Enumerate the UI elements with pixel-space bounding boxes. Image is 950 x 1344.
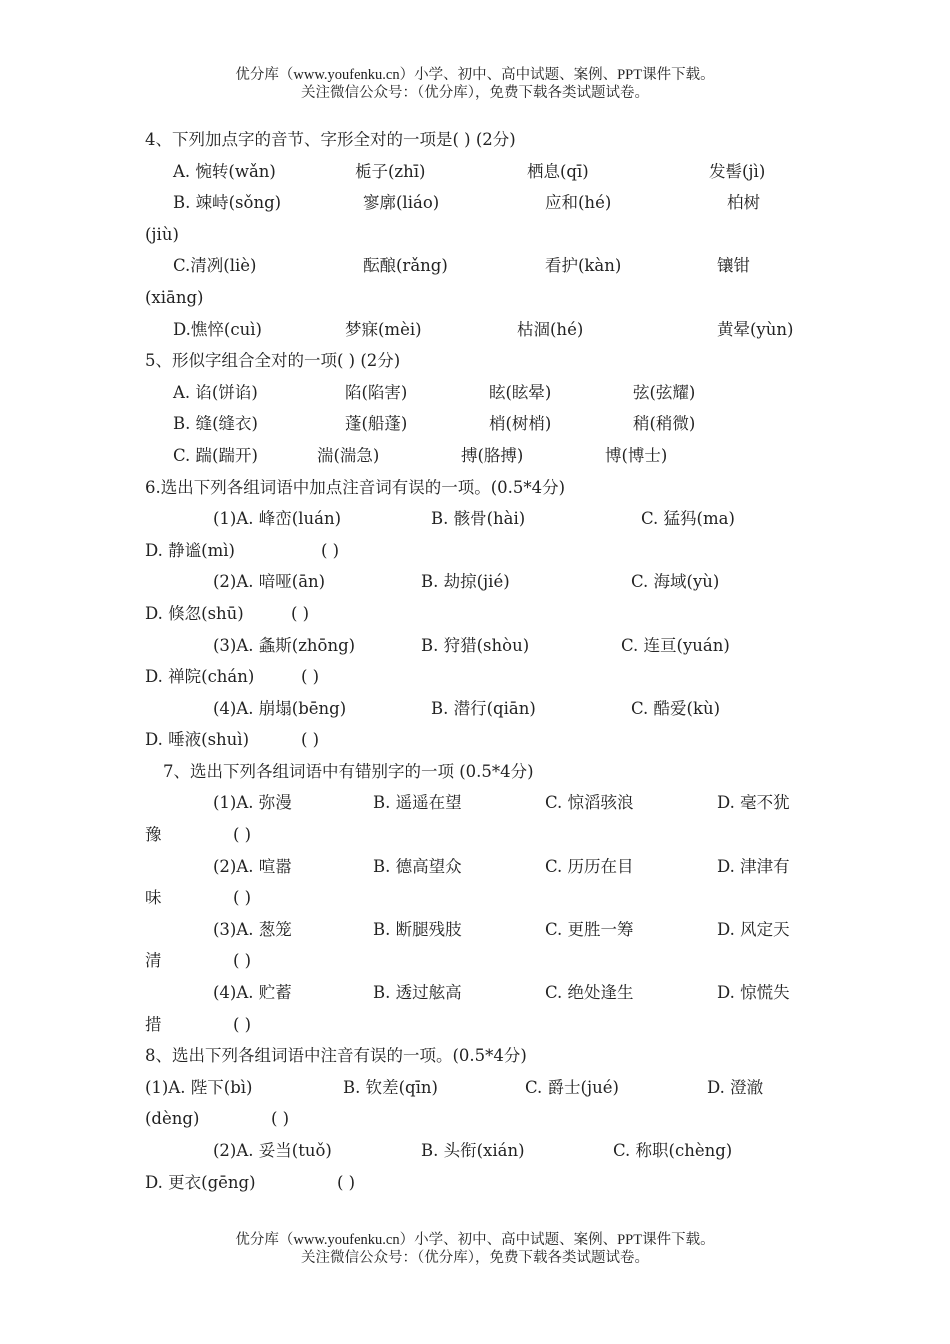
option-text: C. 惊滔骇浪 [545, 793, 634, 813]
option-text: C. 更胜一筹 [545, 919, 634, 939]
q8-item-2-wrap [145, 1167, 825, 1199]
option-text: C. 爵士(jué) [525, 1077, 619, 1097]
q6-item-1 [145, 503, 825, 535]
option-text: B. 骸骨(hài) [431, 509, 526, 529]
header-line-1: 优分库（www.youfenku.cn）小学、初中、高中试题、案例、PPT课件下载。 [235, 67, 715, 83]
option-text: (1)A. 陛下(bì) [145, 1077, 253, 1097]
q6-item-4 [145, 693, 825, 725]
q5-option-c [145, 440, 825, 472]
option-text: 寥廓(liáo) [363, 193, 440, 213]
option-text: 博(博士) [605, 445, 668, 465]
option-text: 栖息(qī) [527, 161, 589, 181]
option-text: B. 缝(缝衣) [173, 414, 258, 434]
option-text: 应和(hé) [545, 193, 612, 213]
option-text: B. 遥遥在望 [373, 793, 462, 813]
option-text: C. 绝处逢生 [545, 983, 634, 1003]
q5-option-a [145, 377, 825, 409]
answer-blank: ( ) [233, 1014, 252, 1034]
option-text: (3)A. 螽斯(zhōng) [213, 635, 356, 655]
option-text: 蓬(船蓬) [345, 414, 408, 434]
option-text: 稍(稍微) [633, 414, 696, 434]
option-text: B. 钦差(qīn) [343, 1077, 438, 1097]
option-text: A. 惋转(wǎn) [173, 161, 276, 181]
q6-item-4-wrap [145, 724, 825, 756]
option-text: 柏树 [727, 193, 760, 213]
q6-item-3 [145, 630, 825, 662]
option-text: (dèng) [145, 1109, 200, 1129]
option-text: B. 头衔(xián) [421, 1141, 525, 1160]
option-text: (3)A. 葱笼 [213, 919, 292, 939]
option-text: C. 酷爱(kù) [631, 698, 721, 718]
q7-item-1-wrap [145, 819, 825, 851]
option-text: D. 毫不犹 [717, 793, 790, 813]
option-text: C. 称职(chèng) [613, 1141, 733, 1160]
answer-blank: ( ) [321, 540, 340, 560]
option-text: 湍(湍急) [317, 445, 380, 465]
option-text: 措 [145, 1014, 162, 1034]
option-text: B. 竦峙(sǒng) [173, 193, 282, 213]
option-text: B. 潜行(qiān) [431, 698, 536, 718]
option-text: 搏(胳搏) [461, 445, 524, 465]
option-text: B. 劫掠(jié) [421, 572, 510, 592]
q6-item-1-wrap [145, 535, 825, 567]
answer-blank: ( ) [271, 1109, 290, 1129]
q7-item-2 [145, 851, 825, 883]
q7-item-1 [145, 787, 825, 819]
option-text: (4)A. 崩塌(bēng) [213, 698, 347, 718]
exam-content [145, 124, 825, 1198]
option-text: 味 [145, 888, 162, 908]
footer-line-2: 关注微信公众号：（优分库），免费下载各类试题试卷。 [301, 1250, 649, 1266]
option-text: D. 唾液(shuì) [145, 730, 250, 750]
option-text: B. 断腿残肢 [373, 919, 462, 939]
footer-line-1: 优分库（www.youfenku.cn）小学、初中、高中试题、案例、PPT课件下载。 [235, 1232, 715, 1248]
option-text: C. 连亘(yuán) [621, 635, 730, 655]
option-text: 看护(kàn) [545, 256, 622, 276]
option-text: B. 狩猎(shòu) [421, 635, 530, 655]
answer-blank: ( ) [233, 951, 252, 971]
option-text: 镶钳 [717, 256, 750, 276]
q4-option-b [145, 187, 825, 219]
question-text: 7、选出下列各组词语中有错别字的一项 (0.5*4分) [163, 761, 534, 781]
q8-item-2 [145, 1135, 825, 1167]
option-text: D. 澄澈 [707, 1077, 764, 1097]
page-footer [0, 1231, 950, 1267]
option-text: (1)A. 峰峦(luán) [213, 509, 342, 529]
question-text: 6.选出下列各组词语中加点注音词有误的一项。(0.5*4分) [145, 477, 566, 497]
answer-blank: ( ) [233, 825, 252, 845]
answer-blank: ( ) [337, 1172, 356, 1192]
option-text: 眩(眩晕) [489, 382, 552, 402]
page-header [0, 66, 950, 102]
q7-item-4-wrap [145, 1009, 825, 1041]
q6-item-2-wrap [145, 598, 825, 630]
option-text: C. 踹(踹开) [173, 445, 258, 465]
q6-item-3-wrap [145, 661, 825, 693]
q7-title [145, 756, 825, 788]
option-text: C. 海域(yù) [631, 572, 720, 592]
option-text: A. 谄(饼谄) [173, 382, 258, 402]
option-text: (1)A. 弥漫 [213, 793, 292, 813]
option-text: 陷(陷害) [345, 382, 408, 402]
option-text: 黄晕(yùn) [717, 319, 794, 339]
option-text: 栀子(zhī) [355, 161, 426, 181]
option-text: 发髻(jì) [709, 161, 766, 181]
q8-item-1 [145, 1072, 825, 1104]
option-text: D. 倏忽(shū) [145, 603, 244, 623]
option-text: (xiāng) [145, 287, 204, 307]
q4-option-b-wrap [145, 219, 825, 251]
option-text: (jiù) [145, 224, 179, 244]
option-text: 弦(弦耀) [633, 382, 696, 402]
option-text: C.清冽(liè) [173, 256, 257, 276]
option-text: (2)A. 妥当(tuǒ) [213, 1141, 332, 1160]
question-text: 5、形似字组合全对的一项( ) (2分) [145, 351, 401, 371]
option-text: C. 历历在目 [545, 856, 634, 876]
question-text: 8、选出下列各组词语中注音有误的一项。(0.5*4分) [145, 1046, 527, 1066]
q6-title [145, 472, 825, 504]
option-text: D. 惊慌失 [717, 983, 790, 1003]
option-text: (2)A. 喧嚣 [213, 856, 292, 876]
q5-title [145, 345, 825, 377]
q7-item-3-wrap [145, 945, 825, 977]
option-text: D. 风定天 [717, 919, 790, 939]
q6-item-2 [145, 566, 825, 598]
q4-title [145, 124, 825, 156]
option-text: D. 更衣(gēng) [145, 1172, 256, 1192]
answer-blank: ( ) [233, 888, 252, 908]
answer-blank: ( ) [301, 667, 320, 687]
option-text: (2)A. 喑哑(ān) [213, 572, 326, 592]
q4-option-c [145, 250, 825, 282]
option-text: 梦寐(mèi) [345, 319, 422, 339]
option-text: D. 禅院(chán) [145, 667, 255, 687]
q8-title [145, 1040, 825, 1072]
option-text: 梢(树梢) [489, 414, 552, 434]
answer-blank: ( ) [291, 603, 310, 623]
option-text: D.憔悴(cuì) [173, 319, 262, 339]
q7-item-2-wrap [145, 882, 825, 914]
answer-blank: ( ) [301, 730, 320, 750]
q4-option-c-wrap [145, 282, 825, 314]
q5-option-b [145, 408, 825, 440]
q4-option-a [145, 156, 825, 188]
q4-option-d [145, 314, 825, 346]
header-line-2: 关注微信公众号：（优分库），免费下载各类试题试卷。 [301, 85, 649, 101]
option-text: C. 猛犸(ma) [641, 509, 735, 529]
option-text: 清 [145, 951, 162, 971]
q7-item-3 [145, 914, 825, 946]
question-text: 4、下列加点字的音节、字形全对的一项是( ) (2分) [145, 130, 516, 149]
q8-item-1-wrap [145, 1103, 825, 1135]
option-text: 枯涸(hé) [517, 319, 584, 339]
option-text: B. 透过舷高 [373, 983, 462, 1003]
option-text: D. 静谧(mì) [145, 540, 235, 560]
option-text: 豫 [145, 825, 162, 845]
option-text: D. 津津有 [717, 856, 790, 876]
q7-item-4 [145, 977, 825, 1009]
option-text: (4)A. 贮蓄 [213, 983, 292, 1003]
option-text: B. 德高望众 [373, 856, 462, 876]
option-text: 酝酿(rǎng) [363, 256, 448, 276]
